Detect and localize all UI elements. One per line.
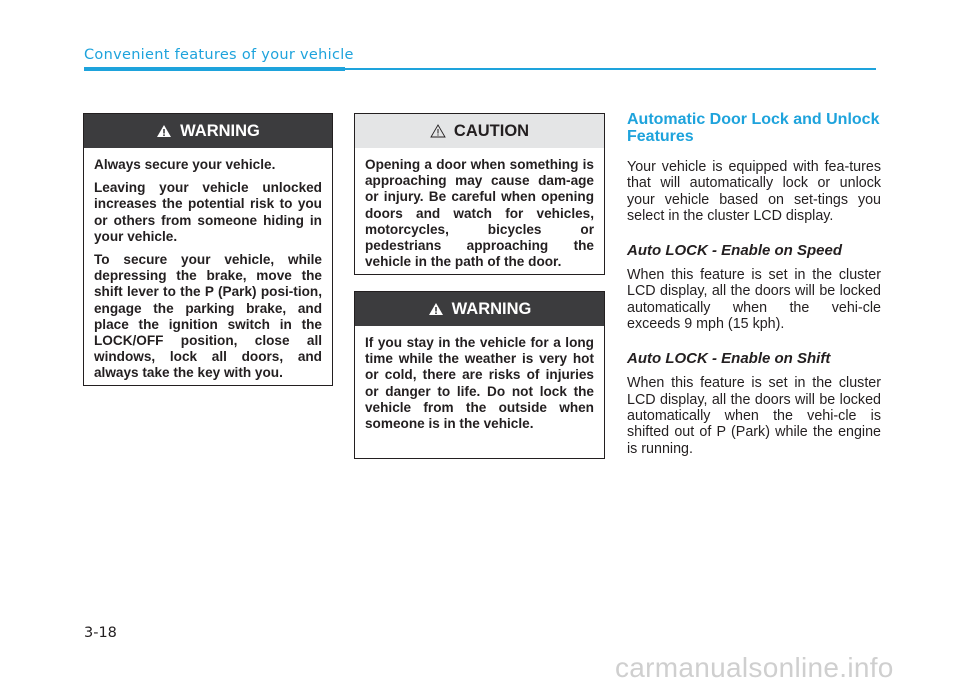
warning-box-left-body (84, 148, 332, 392)
section-title: Convenient features of your vehicle (84, 47, 354, 63)
intro-paragraph: Your vehicle is equipped with fea-tures that will automatically lock or unlock your vehicle based on set-tings you select in the cluster LCD display. (627, 159, 881, 224)
warning-paragraph: Always secure your vehicle. (94, 157, 276, 172)
warning-paragraph: Leaving your vehicle unlocked increases the potential risk to you or others from someone hiding in your vehicle. (94, 180, 322, 244)
caution-label: CAUTION (453, 121, 530, 140)
header-rule-thick (84, 67, 345, 71)
subsection-heading-shift: Auto LOCK - Enable on Shift (627, 350, 831, 368)
caution-text: Opening a door when something is approaching may cause dam-age or injury. Be careful when opening doors and watch for vehicles, motorcycles, bicycles or pedestrians approaching the vehicle in the path of the door. (365, 157, 594, 270)
warning-paragraph: To secure your vehicle, while depressing the brake, move the shift lever to the P (Park) posi-tion, engage the parking brake, and place the ignition switch in the LOCK/OFF position, close all windows, lock all doors, and always take the key with you. (94, 252, 322, 381)
warning-text: If you stay in the vehicle for a long time while the weather is very hot or cold, there are risks of injuries or danger to life. Do not lock the vehicle from the outside when someone is in the vehicle. (365, 335, 594, 432)
warning-label: WARNING (180, 121, 260, 140)
caution-box-body (355, 148, 604, 280)
caution-box-header (355, 114, 604, 148)
subsection-text-speed: When this feature is set in the cluster LCD display, all the doors will be locked automatically when the vehi-cle exceeds 9 mph (15 kph). (627, 267, 881, 333)
watermark: carmanualsonline.info (615, 652, 894, 683)
warning-box-middle-body (355, 326, 604, 442)
warning-box-left (83, 113, 333, 386)
right-column (627, 111, 881, 475)
caution-box (354, 113, 605, 275)
subsection-text-shift: When this feature is set in the cluster LCD display, all the doors will be locked automatically when the vehi-cle is shifted out of P (Park) while the engine is running. (627, 375, 881, 457)
section-heading: Automatic Door Lock and Unlock Features (627, 111, 880, 145)
warning-triangle-icon (428, 302, 444, 316)
page-number: 3-18 (84, 625, 117, 641)
warning-label: WARNING (451, 299, 532, 318)
warning-box-middle-header (355, 292, 604, 326)
subsection-heading-speed: Auto LOCK - Enable on Speed (627, 242, 843, 260)
warning-box-middle (354, 291, 605, 459)
caution-triangle-icon (430, 124, 446, 138)
warning-triangle-icon (156, 124, 172, 138)
header-rule-thin (345, 68, 876, 70)
warning-box-left-header (84, 114, 332, 148)
